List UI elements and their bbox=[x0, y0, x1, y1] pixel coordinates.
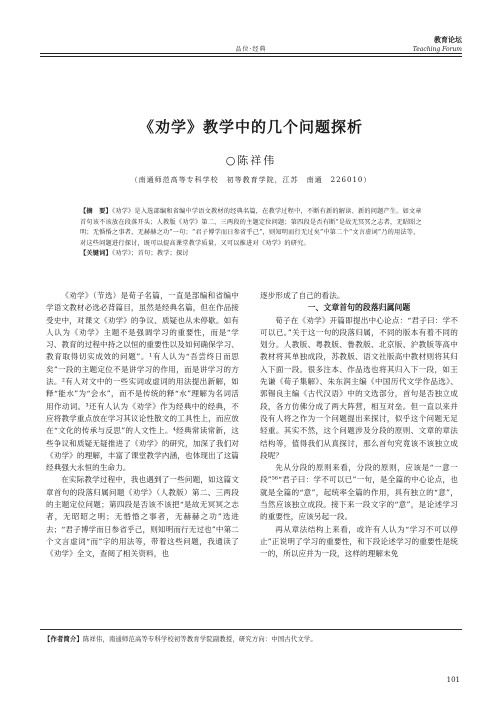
body-paragraph: 在实际教学过程中，我也遇到了一些问题，如这篇文章首句的段落归属问题《劝学》（人教版）第二、三两段的主题定位问题；第四段是否该不该把“是故无冥冥之志者，无昭昭之明；无惛惛之事者，无赫赫之功”选进去；“君子博学而日参省乎己，则知明而行无过也”中第二个文言虚词“而”字的用法等，带着这些问题，我通读了《劝学》全文，查阅了相关资料，也 bbox=[46, 475, 239, 559]
author-footnote bbox=[44, 634, 462, 643]
abstract-text: 《劝学》是入选部编和省编中学语文教材的经典名篇，在教学过程中，不断有新的解读、新的问题产生。如文章首句该不该放在段落开头；人教版《劝学》第二、三两段的主题定位问题；第四段是否有断“是故无冥冥之志者，无昭昭之明；无惛惛之事者，无赫赫之功”一句；“君子博学而日参省乎己”，则知明而行无过矣”中第二个“文言虚词”乃的用法等，对这些问题进行探讨，既可以提高课堂教学质量，又可以推进对《劝学》的研究。 bbox=[80, 208, 422, 247]
body-paragraph: 再从章法结构上来看，或许有人认为“学习不可以停止”正说明了学习的重要性，和下段论述学习的重要性是统一的，所以应并为一段，这样的理解未免 bbox=[260, 524, 458, 559]
body-paragraph: 荀子在《劝学》开篇即提出中心论点：“君子曰：学不可以已。”关于这一句的段落归属，不同的版本有着不同的划分。人教版、粤教版、鲁教版、北京版、沪教版等高中教材将其单独成段，苏教版、语文社版高中教材则将其归入下面一段。很多注本、作品选也将其归入下一段，如王先谦《荀子集解》、朱东润主编《中国历代文学作品选》、郭锡良主编《古代汉语》中的文选部分，首句是否独立成段，各方仿佛分成了两大阵营，相互对垒。但一直以来并没有人将之作为一个问题提出来探讨，似乎这个问题无足轻重。其实不然，这个问题涉及分段的原则、文章的章法结构等，值得我们从真探讨，那么首句究竟该不该独立成段呢？ bbox=[260, 315, 458, 460]
body-column-right bbox=[260, 290, 458, 561]
footnote-text: 陈祥伟，南通师范高等专科学校初等教育学院副教授，研究方向：中国古代文学。 bbox=[82, 636, 317, 643]
abstract-block bbox=[80, 207, 425, 260]
column-title bbox=[413, 35, 462, 53]
page-number: 101 bbox=[446, 676, 460, 684]
footnote-label: 【作者简介】 bbox=[44, 636, 83, 643]
article-title: 《劝学》教学中的几个问题探析 bbox=[138, 118, 363, 136]
article-author: ○陈祥伟 bbox=[225, 154, 277, 167]
body-column-left bbox=[46, 290, 239, 561]
running-header-section: 品位·经典 bbox=[235, 46, 267, 53]
abstract-label: 【摘 要】 bbox=[80, 208, 112, 215]
running-header bbox=[40, 22, 462, 52]
header-rule-thick bbox=[40, 53, 462, 54]
body-paragraph: 逐步形成了自己的看法。 bbox=[260, 291, 345, 300]
header-rule-thin bbox=[40, 56, 462, 57]
body-paragraph: 《劝学》（节选）是荀子名篇，一直是部编和省编中学语文教材必选必背篇目，虽然是经典名篇，但在作品接受史中，对课文《劝学》的争议、质疑也从未停歇。如有人认为《劝学》主题不是强调学习的重要性，而是“学习、教育的过程中持之以恒的重要性以及如何确保学习、教育取得切实成效的问题”。¹有人认为“吾尝终日而思矣”一段的主题定位不是讲学习的作用，而是讲学习的方法。²有人对文中的一些实词或虚词的用法提出新解，如释“能水”为“会水”，而不是传统的释“水”理解为名词活用作动词。³还有人认为《劝学》作为经典中的经典，不应将教学重点放在学习其议论性散文的工具性上，而应放在“文化的传承与反思”的人文性上。⁴经典常读常新，这些争议和质疑无疑推进了《劝学》的研究，加深了我们对《劝学》的理解，丰富了课堂教学内涵，也体现出了这篇经典强大永恒的生命力。 bbox=[46, 291, 239, 473]
body-paragraph: 先从分段的原则来看，分段的原则，应该是“一意一段”⁵⁶“君子曰：学不可以已”一句，是全篇的中心论点，也就是全篇的“意”，起统率全篇的作用，具有独立的“意”，当然应该独立成段。接下来一段文字的“意”，是论述学习的重要性，应该另起一段。 bbox=[260, 463, 458, 522]
column-title-zh: 教育论坛 bbox=[434, 35, 462, 44]
keywords-text: 《劝学》；首句；教学；探讨 bbox=[111, 250, 189, 257]
author-affiliation: （南通师范高等专科学校 初等教育学院，江苏 南通 226010） bbox=[130, 176, 372, 184]
keywords-label: 【关键词】 bbox=[80, 250, 112, 257]
section-heading: 一、文章首句的段落归属问题 bbox=[307, 303, 411, 313]
column-title-en: Teaching Forum bbox=[412, 46, 462, 53]
footnote-rule bbox=[40, 629, 462, 630]
